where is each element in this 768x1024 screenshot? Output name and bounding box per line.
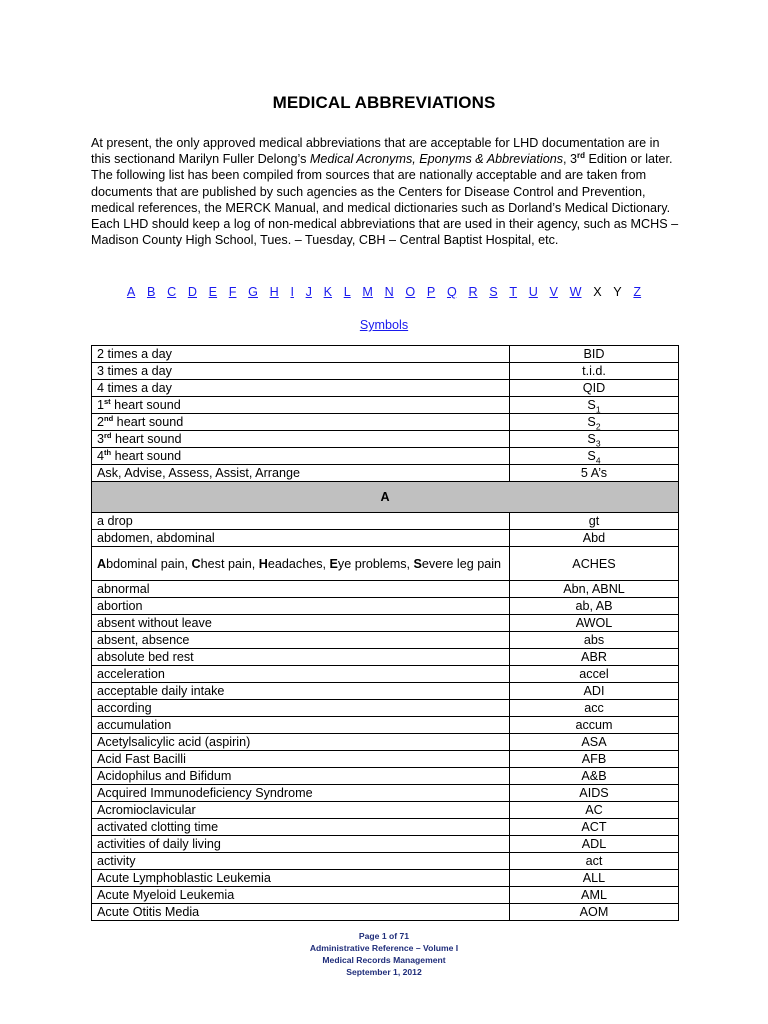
term-cell: acceptable daily intake xyxy=(92,683,510,700)
abbreviation-cell: ALL xyxy=(510,870,679,887)
term-cell: Acute Myeloid Leukemia xyxy=(92,887,510,904)
table-row xyxy=(92,870,679,887)
table-row xyxy=(92,666,679,683)
term-cell: according xyxy=(92,700,510,717)
ordinal-suffix: nd xyxy=(104,413,114,423)
footer-date: September 1, 2012 xyxy=(346,967,422,977)
abbreviation-cell: Abn, ABNL xyxy=(510,581,679,598)
symbols-link[interactable]: Symbols xyxy=(359,318,409,332)
table-row xyxy=(92,836,679,853)
alpha-link-b[interactable]: B xyxy=(146,285,156,299)
table-row xyxy=(92,513,679,530)
abbreviation-cell: act xyxy=(510,853,679,870)
ordinal-number: 1 xyxy=(97,397,105,412)
abbreviation-cell: QID xyxy=(510,380,679,397)
alpha-link-o[interactable]: O xyxy=(405,285,416,299)
abbreviation-cell: BID xyxy=(510,346,679,363)
term-cell: acceleration xyxy=(92,666,510,683)
ordinal-suffix: st xyxy=(104,396,111,406)
mnemonic-text: hest pain, xyxy=(200,556,259,571)
term-text: heart sound xyxy=(111,448,182,463)
alpha-link-n[interactable]: N xyxy=(384,285,394,299)
abbreviation-cell: gt xyxy=(510,513,679,530)
term-cell: absolute bed rest xyxy=(92,649,510,666)
table-row-aches xyxy=(92,547,679,581)
term-cell: Acromioclavicular xyxy=(92,802,510,819)
section-letter: A xyxy=(92,482,679,513)
alpha-letter-y: Y xyxy=(613,285,622,299)
section-header-a xyxy=(92,482,679,513)
term-cell: Acquired Immunodeficiency Syndrome xyxy=(92,785,510,802)
term-cell: Acid Fast Bacilli xyxy=(92,751,510,768)
term-cell: activated clotting time xyxy=(92,819,510,836)
table-row xyxy=(92,380,679,397)
page-footer xyxy=(0,930,768,978)
intro-text-2: , 3 xyxy=(563,152,578,167)
abbreviation-base: S xyxy=(587,448,596,463)
alpha-link-k[interactable]: K xyxy=(323,285,333,299)
table-row xyxy=(92,802,679,819)
table-row xyxy=(92,448,679,465)
alpha-link-w[interactable]: W xyxy=(569,285,582,299)
abbreviation-subscript: 4 xyxy=(595,455,601,466)
mnemonic-text: evere leg pain xyxy=(421,556,502,571)
abbreviation-cell: ACHES xyxy=(510,547,679,581)
term-text: heart sound xyxy=(110,397,181,412)
abbreviation-cell: Abd xyxy=(510,530,679,547)
alpha-link-e[interactable]: E xyxy=(208,285,218,299)
alpha-link-p[interactable]: P xyxy=(426,285,436,299)
footer-reference: Administrative Reference – Volume I xyxy=(309,943,459,953)
abbreviation-cell xyxy=(510,431,679,448)
mnemonic-text: eadaches, xyxy=(267,556,330,571)
abbreviation-cell: ACT xyxy=(510,819,679,836)
table-row xyxy=(92,785,679,802)
alpha-link-g[interactable]: G xyxy=(248,285,258,299)
abbreviation-cell: abs xyxy=(510,632,679,649)
term-cell: Ask, Advise, Assess, Assist, Arrange xyxy=(92,465,510,482)
term-cell: abnormal xyxy=(92,581,510,598)
mnemonic-letter: E xyxy=(329,556,338,571)
table-row xyxy=(92,615,679,632)
ordinal-suffix: rd xyxy=(104,430,112,440)
table-row xyxy=(92,346,679,363)
table-row xyxy=(92,700,679,717)
term-cell: 2 times a day xyxy=(92,346,510,363)
footer-section: Medical Records Management xyxy=(322,955,446,965)
alpha-letter-x: X xyxy=(593,285,602,299)
intro-book-title: Medical Acronyms, Eponyms & Abbreviations xyxy=(309,152,564,167)
term-cell: accumulation xyxy=(92,717,510,734)
table-row xyxy=(92,717,679,734)
alpha-link-l[interactable]: L xyxy=(343,285,351,299)
abbreviation-cell: AOM xyxy=(510,904,679,921)
mnemonic-text: bdominal pain, xyxy=(106,556,192,571)
page-title: MEDICAL ABBREVIATIONS xyxy=(272,93,496,112)
table-row xyxy=(92,632,679,649)
alpha-link-d[interactable]: D xyxy=(187,285,197,299)
alpha-link-c[interactable]: C xyxy=(167,285,177,299)
alpha-link-v[interactable]: V xyxy=(549,285,558,299)
abbreviation-cell: AML xyxy=(510,887,679,904)
term-cell xyxy=(92,547,510,581)
alpha-link-f[interactable]: F xyxy=(228,285,237,299)
table-row xyxy=(92,853,679,870)
table-row xyxy=(92,904,679,921)
abbreviation-cell: AIDS xyxy=(510,785,679,802)
alpha-link-r[interactable]: R xyxy=(468,285,478,299)
table-row xyxy=(92,530,679,547)
abbreviation-cell: ab, AB xyxy=(510,598,679,615)
ordinal-number: 2 xyxy=(97,414,105,429)
term-cell: Acetylsalicylic acid (aspirin) xyxy=(92,734,510,751)
term-cell: absent, absence xyxy=(92,632,510,649)
alpha-link-i[interactable]: I xyxy=(290,285,294,299)
abbreviation-cell: accel xyxy=(510,666,679,683)
alpha-link-j[interactable]: J xyxy=(305,285,312,299)
term-cell xyxy=(92,414,510,431)
table-row xyxy=(92,414,679,431)
intro-text-3: Edition or later. The following list has been compiled from sources that are nationally acceptable and are taken from documents that are published by such agencies as the Centers for Disease Control and Prevention, medical references, the MERCK Manual, and medical dictionaries such as Dorland’s Medical Dictionary. Each LHD should keep a log of non-medical abbreviations that are used in their agency, such as MCHS – Madison County High School, Tues. – Tuesday, CBH – Central Baptist Hospital, etc. xyxy=(91,152,679,248)
abbreviation-subscript: 3 xyxy=(595,438,601,449)
table-row xyxy=(92,734,679,751)
ordinal-number: 4 xyxy=(97,448,105,463)
alpha-link-m[interactable]: M xyxy=(362,285,373,299)
abbreviation-cell: ASA xyxy=(510,734,679,751)
alpha-link-u[interactable]: U xyxy=(528,285,538,299)
table-row xyxy=(92,363,679,380)
table-row xyxy=(92,465,679,482)
table-row xyxy=(92,819,679,836)
alpha-link-z[interactable]: Z xyxy=(633,285,642,299)
abbreviation-cell: AFB xyxy=(510,751,679,768)
term-cell: 3 times a day xyxy=(92,363,510,380)
abbreviation-cell: ABR xyxy=(510,649,679,666)
table-row xyxy=(92,887,679,904)
abbreviation-cell: AC xyxy=(510,802,679,819)
mnemonic-letter: A xyxy=(97,556,107,571)
term-cell: activities of daily living xyxy=(92,836,510,853)
alpha-link-s[interactable]: S xyxy=(489,285,498,299)
term-cell: 4 times a day xyxy=(92,380,510,397)
term-cell xyxy=(92,397,510,414)
intro-edition-suffix: rd xyxy=(577,151,586,161)
abbreviation-base: S xyxy=(587,397,596,412)
mnemonic-letter: S xyxy=(413,556,422,571)
abbreviation-base: S xyxy=(587,414,596,429)
abbreviation-cell xyxy=(510,414,679,431)
abbreviation-subscript: 2 xyxy=(595,421,601,432)
alpha-link-t[interactable]: T xyxy=(509,285,518,299)
term-cell: Acute Lymphoblastic Leukemia xyxy=(92,870,510,887)
term-text: heart sound xyxy=(113,414,184,429)
term-cell: absent without leave xyxy=(92,615,510,632)
intro-paragraph xyxy=(91,135,681,248)
abbreviation-cell xyxy=(510,397,679,414)
alpha-link-a[interactable]: A xyxy=(126,285,136,299)
mnemonic-letter: H xyxy=(258,556,268,571)
mnemonic-letter: C xyxy=(191,556,201,571)
footer-page-number: Page 1 of 71 xyxy=(358,931,410,941)
alpha-link-h[interactable]: H xyxy=(269,285,279,299)
abbreviations-table xyxy=(91,345,679,921)
term-cell: Acute Otitis Media xyxy=(92,904,510,921)
table-row xyxy=(92,581,679,598)
table-row xyxy=(92,751,679,768)
ordinal-number: 3 xyxy=(97,431,105,446)
term-cell: a drop xyxy=(92,513,510,530)
abbreviation-cell: A&B xyxy=(510,768,679,785)
abbreviations-table-body xyxy=(92,346,679,921)
term-cell: abortion xyxy=(92,598,510,615)
table-row xyxy=(92,598,679,615)
intro-text-1: At present, the only approved medical abbreviations that are acceptable for LHD documentation are in this sectionand Marilyn Fuller Delong’s xyxy=(91,136,660,167)
abbreviation-cell: AWOL xyxy=(510,615,679,632)
term-cell: abdomen, abdominal xyxy=(92,530,510,547)
table-row xyxy=(92,431,679,448)
mnemonic-text: ye problems, xyxy=(337,556,414,571)
alphabet-nav xyxy=(0,285,768,299)
term-cell: Acidophilus and Bifidum xyxy=(92,768,510,785)
abbreviation-base: S xyxy=(587,431,596,446)
alpha-link-q[interactable]: Q xyxy=(446,285,457,299)
table-row xyxy=(92,397,679,414)
table-row xyxy=(92,649,679,666)
abbreviation-subscript: 1 xyxy=(595,404,601,415)
abbreviation-cell: ADI xyxy=(510,683,679,700)
table-row xyxy=(92,683,679,700)
abbreviation-cell: 5 A’s xyxy=(510,465,679,482)
abbreviation-cell xyxy=(510,448,679,465)
abbreviation-cell: accum xyxy=(510,717,679,734)
abbreviation-cell: acc xyxy=(510,700,679,717)
abbreviation-cell: ADL xyxy=(510,836,679,853)
abbreviation-cell: t.i.d. xyxy=(510,363,679,380)
ordinal-suffix: th xyxy=(104,447,112,457)
term-cell: activity xyxy=(92,853,510,870)
symbols-link-container xyxy=(0,318,768,332)
term-cell xyxy=(92,448,510,465)
term-cell xyxy=(92,431,510,448)
table-row xyxy=(92,768,679,785)
term-text: heart sound xyxy=(111,431,182,446)
